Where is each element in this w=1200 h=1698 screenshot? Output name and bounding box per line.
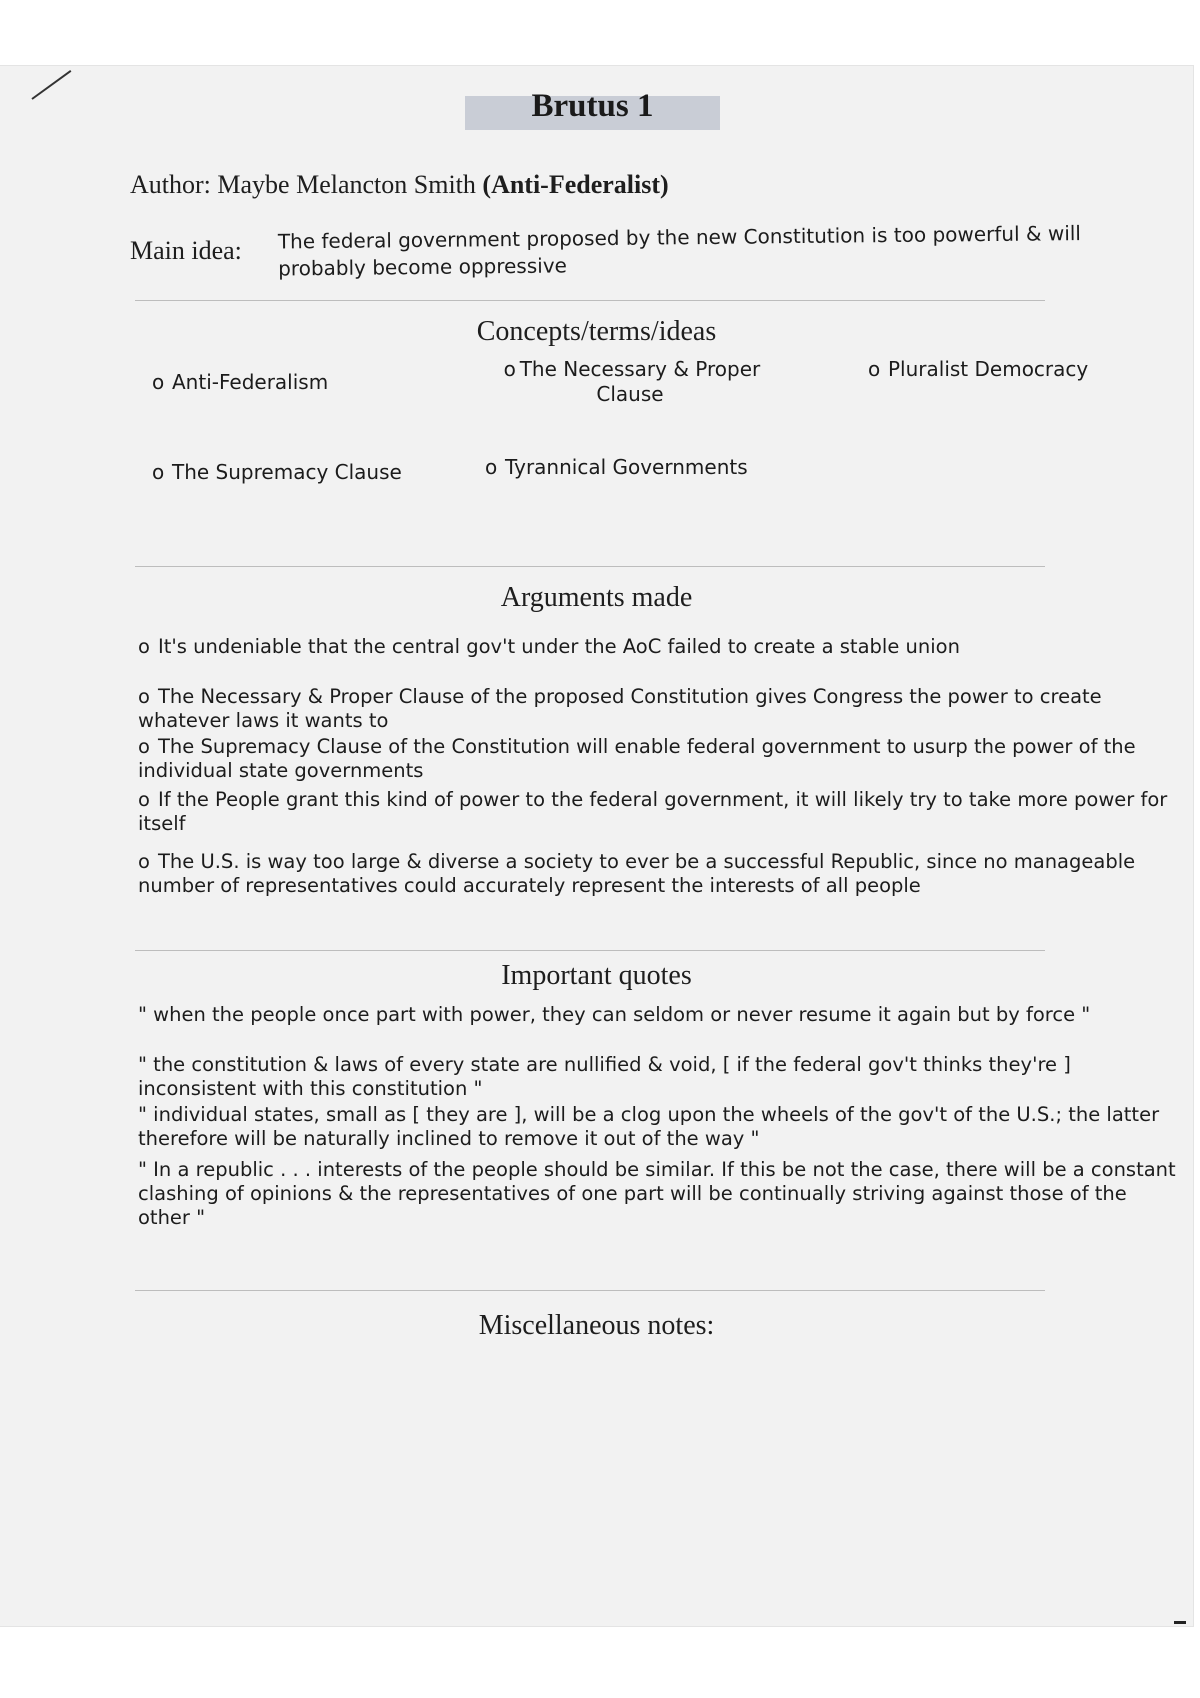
main-idea-label: Main idea: — [130, 236, 242, 265]
divider — [135, 1290, 1045, 1291]
main-idea-text: The federal government proposed by the new Constitution is too powerful & will probably become oppressive — [277, 221, 1082, 281]
concept-item: o The Necessary & Proper Clause — [480, 357, 780, 407]
argument-item: o If the People grant this kind of power to the federal government, it will likely try to take more power for itself — [138, 788, 1168, 835]
bullet-icon: o — [138, 788, 150, 811]
argument-item: o The Necessary & Proper Clause of the proposed Constitution gives Congress the power to create whatever laws it wants to — [138, 685, 1102, 732]
author-label: Author: Maybe Melancton Smith — [130, 170, 476, 199]
concept-item: o Pluralist Democracy — [868, 357, 1089, 381]
bullet-icon: o — [868, 357, 881, 381]
bullet-icon: o — [485, 455, 498, 479]
divider — [135, 950, 1045, 951]
concept-item: o Anti-Federalism — [152, 370, 329, 394]
title-highlight — [465, 88, 720, 130]
bullet-icon: o — [138, 850, 150, 873]
concepts-heading: Concepts/terms/ideas — [476, 316, 717, 347]
quotes-heading: Important quotes — [501, 960, 692, 991]
argument-item: o The U.S. is way too large & diverse a society to ever be a successful Republic, since no manageable number of representatives could accurately represent the interests of all people — [138, 850, 1136, 897]
author-line — [130, 170, 669, 200]
quote-item: " the constitution & laws of every state are nullified & void, [ if the federal gov't thinks they're ] inconsistent with this constitution " — [138, 1053, 1071, 1100]
author-affiliation: (Anti-Federalist) — [482, 170, 669, 199]
bullet-icon: o — [152, 460, 165, 484]
concept-item: o Tyrannical Governments — [485, 455, 748, 479]
quote-item: " In a republic . . . interests of the people should be similar. If this be not the case, there will be a constant clashing of opinions & the representatives of one part will be continually striving against those of the other " — [138, 1158, 1176, 1229]
divider — [135, 300, 1045, 301]
bullet-icon: o — [138, 635, 150, 658]
bullet-icon: o — [503, 357, 516, 381]
edge-mark — [1174, 1621, 1186, 1624]
argument-item: o It's undeniable that the central gov't under the AoC failed to create a stable union — [138, 635, 960, 658]
concept-item: o The Supremacy Clause — [152, 460, 402, 484]
divider — [135, 566, 1045, 567]
arguments-heading: Arguments made — [500, 582, 693, 613]
page-title: Brutus 1 — [531, 88, 654, 124]
quote-item: " individual states, small as [ they are ], will be a clog upon the wheels of the gov't of the U.S.; the latter therefore will be naturally inclined to remove it out of the way " — [138, 1103, 1160, 1150]
bullet-icon: o — [138, 735, 150, 758]
argument-item: o The Supremacy Clause of the Constitution will enable federal government to usurp the power of the individual state governments — [138, 735, 1136, 782]
bullet-icon: o — [152, 370, 165, 394]
misc-heading: Miscellaneous notes: — [478, 1310, 715, 1341]
bullet-icon: o — [138, 685, 150, 708]
quote-item: " when the people once part with power, they can seldom or never resume it again but by force " — [138, 1003, 1091, 1026]
